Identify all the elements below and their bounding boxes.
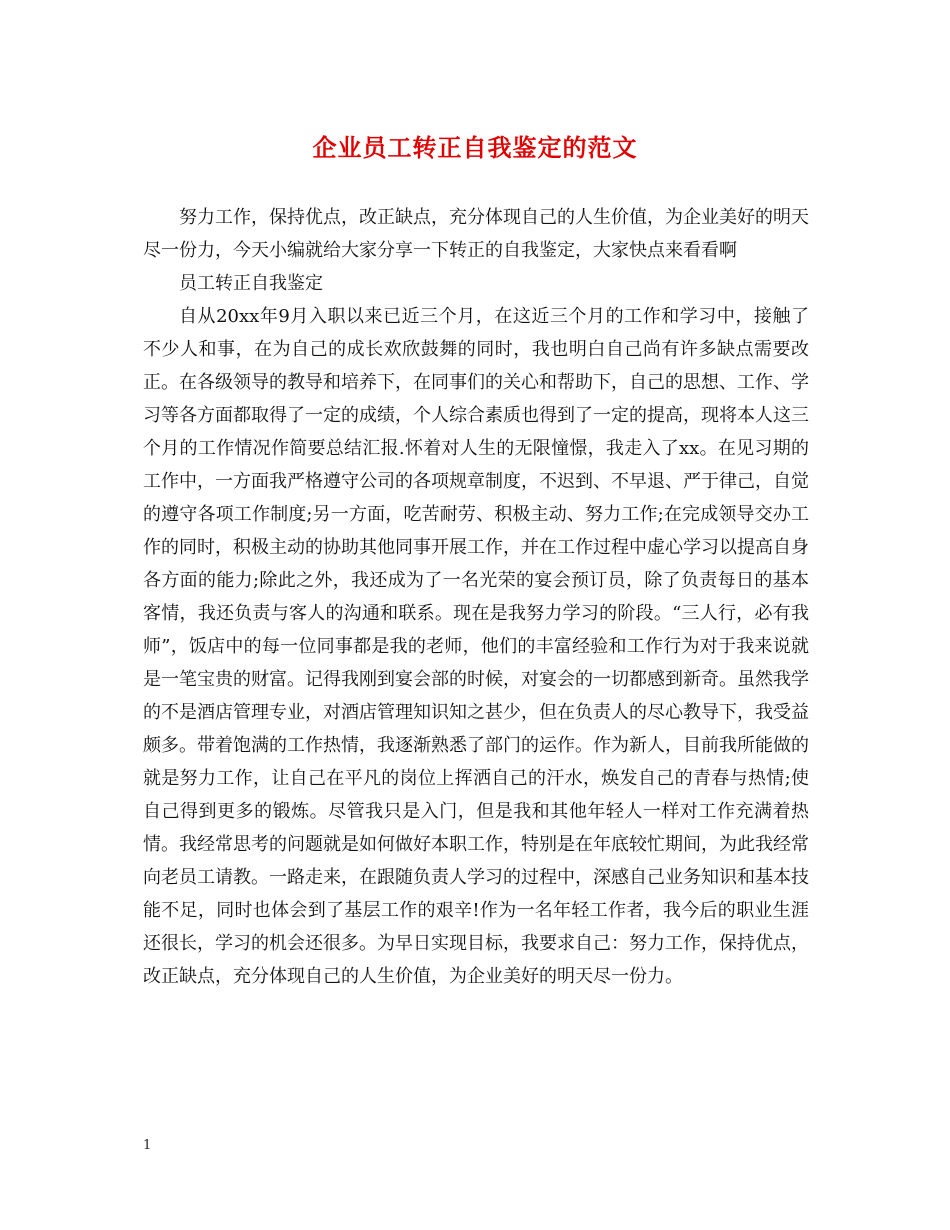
main-paragraph: 自从20xx年9月入职以来已近三个月，在这近三个月的工作和学习中，接触了不少人和事，在为自己的成长欢欣鼓舞的同时，我也明白自己尚有许多缺点需要改正。在各级领导的教导和培养下，在同事们的关心和帮助下，自己的思想、工作、学习等各方面都取得了一定的成绩，个人综合素质也得到了一定的提高，现将本人这三个月的工作情况作简要总结汇报.怀着对人生的无限憧憬，我走入了xx。在见习期的工作中，一方面我严格遵守公司的各项规章制度，不迟到、不早退、严于律己，自觉的遵守各项工作制度;另一方面，吃苦耐劳、积极主动、努力工作;在完成领导交办工作的同时，积极主动的协助其他同事开展工作，并在工作过程中虚心学习以提高自身各方面的能力;除此之外，我还成为了一名光荣的宴会预订员，除了负责每日的基本客情，我还负责与客人的沟通和联系。现在是我努力学习的阶段。“三人行，必有我师”，饭店中的每一位同事都是我的老师，他们的丰富经验和工作行为对于我来说就是一笔宝贵的财富。记得我刚到宴会部的时候，对宴会的一切都感到新奇。虽然我学的不是酒店管理专业，对酒店管理知识知之甚少，但在负责人的尽心教导下，我受益颇多。带着饱满的工作热情，我逐渐熟悉了部门的运作。作为新人，目前我所能做的就是努力工作，让自己在平凡的岗位上挥洒自己的汗水，焕发自己的青春与热情;使自己得到更多的锻炼。尽管我只是入门，但是我和其他年轻人一样对工作充满着热情。我经常思考的问题就是如何做好本职工作，特别是在年底较忙期间，为此我经常向老员工请教。一路走来，在跟随负责人学习的过程中，深感自己业务知识和基本技能不足，同时也体会到了基层工作的艰辛!作为一名年轻工作者，我今后的职业生涯还很长，学习的机会还很多。为早日实现目标，我要求自己：努力工作，保持优点，改正缺点，充分体现自己的人生价值，为企业美好的明天尽一份力。	[143, 306, 809, 987]
document-title: 企业员工转正自我鉴定的范文	[312, 133, 638, 162]
document-body	[143, 201, 809, 993]
page-number: 1	[143, 1138, 152, 1153]
intro-paragraph: 努力工作，保持优点，改正缺点，充分体现自己的人生价值，为企业美好的明天尽一份力，今天小编就给大家分享一下转正的自我鉴定，大家快点来看看啊	[143, 207, 809, 261]
section-heading: 员工转正自我鉴定	[179, 273, 323, 294]
